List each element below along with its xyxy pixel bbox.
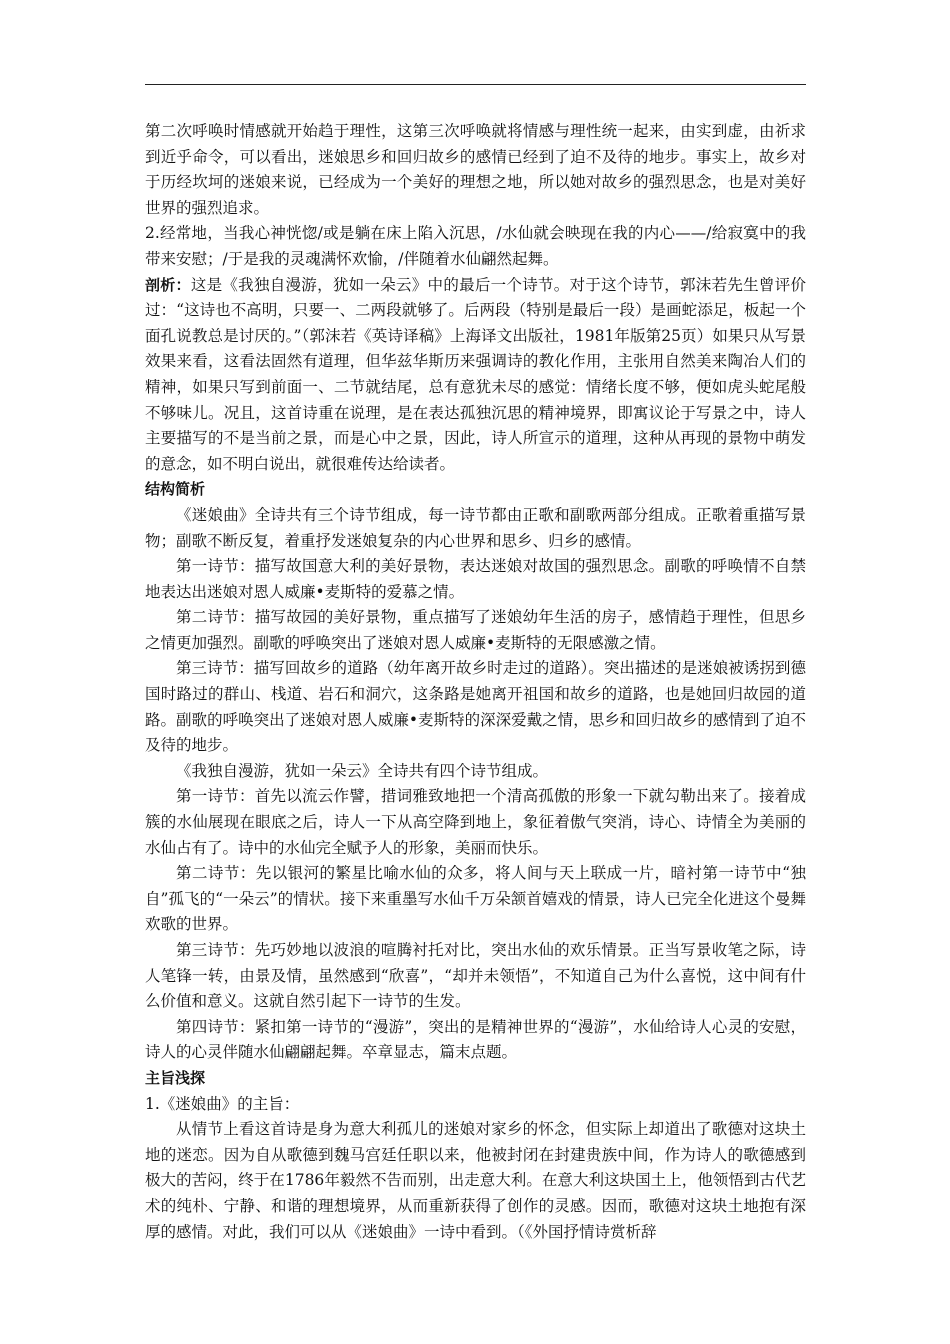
structure-paragraph-9: 第四诗节：紧扣第一诗节的“漫游”，突出的是精神世界的“漫游”，水仙给诗人心灵的安慰，诗人的心灵伴随水仙翩翩起舞。卒章显志，篇末点题。 bbox=[145, 1017, 806, 1062]
structure-paragraph-7: 第二诗节：先以银河的繁星比喻水仙的众多，将人间与天上联成一片，暗衬第一诗节中“独自”孤飞的“一朵云”的情状。接下来重墨写水仙千万朵颔首嬉戏的情景，诗人已完全化进这个曼舞欢歌的世界。 bbox=[145, 864, 806, 934]
structure-paragraph-2: 第一诗节：描写故国意大利的美好景物，表达迷娘对故国的强烈思念。副歌的呼唤情不自禁地表达出迷娘对恩人威廉•麦斯特的爱慕之情。 bbox=[145, 557, 806, 601]
paragraph-continuation: 第二次呼唤时情感就开始趋于理性，这第三次呼唤就将情感与理性统一起来，由实到虚，由祈求到近乎命令，可以看出，迷娘思乡和回归故乡的感情已经到了迫不及待的地步。事实上，故乡对于历经坎坷的迷娘来说，已经成为一个美好的理想之地，所以她对故乡的强烈思念，也是对美好世界的强烈追求。 bbox=[145, 122, 806, 217]
analysis-text: 这是《我独自漫游，犹如一朵云》中的最后一个诗节。对于这个诗节，郭沫若先生曾评价过：“这诗也不高明，只要一、二两段就够了。后两段（特别是最后一段）是画蛇添足，板起一个面孔说教总是讨厌的。”（郭沫若《英诗译稿》上海译文出版社，1981年版第25页）如果只从写景效果来看，这看法固然有道理，但华兹华斯历来强调诗的教化作用，主张用自然美来陶冶人们的精神，如果只写到前面一、二节就结尾，总有意犹未尽的感觉：情绪长度不够，便如虎头蛇尾般不够味儿。况且，这首诗重在说理，是在表达孤独沉思的精神境界，即寓议论于写景之中，诗人主要描写的不是当前之景，而是心中之景，因此，诗人所宣示的道理，这种从再现的景物中萌发的意念，如不明白说出，就很难传达给读者。 bbox=[145, 275, 806, 473]
document-body bbox=[145, 119, 806, 1245]
analysis-paragraph bbox=[145, 273, 806, 478]
structure-paragraph-8: 第三诗节：先巧妙地以波浪的喧腾衬托对比，突出水仙的欢乐情景。正当写景收笔之际，诗人笔锋一转，由景及情，虽然感到“欣喜”，“却并未领悟”，不知道自己为什么喜悦，这中间有什么价值和意义。这就自然引起下一诗节的生发。 bbox=[145, 941, 806, 1011]
structure-paragraph-1: 《迷娘曲》全诗共有三个诗节组成，每一诗节都由正歌和副歌两部分组成。正歌着重描写景物；副歌不断反复，着重抒发迷娘复杂的内心世界和思乡、归乡的感情。 bbox=[145, 505, 806, 550]
section-heading-theme: 主旨浅探 bbox=[145, 1068, 206, 1087]
structure-paragraph-5: 《我独自漫游，犹如一朵云》全诗共有四个诗节组成。 bbox=[176, 761, 549, 780]
structure-paragraph-3: 第二诗节：描写故园的美好景物，重点描写了迷娘幼年生活的房子，感情趋于理性，但思乡之情更加强烈。副歌的呼唤突出了迷娘对恩人威廉•麦斯特的无限感激之情。 bbox=[145, 608, 806, 652]
structure-paragraph-4: 第三诗节：描写回故乡的道路（幼年离开故乡时走过的道路）。突出描述的是迷娘被诱拐到德国时路过的群山、栈道、岩石和洞穴，这条路是她离开祖国和故乡的道路，也是她回归故园的道路。副歌的呼唤突出了迷娘对恩人威廉•麦斯特的深深爱戴之情，思乡和回归故乡的感情到了迫不及待的地步。 bbox=[145, 659, 806, 755]
header-rule bbox=[145, 84, 806, 85]
poem-excerpt-2: 2.经常地，当我心神恍惚/或是躺在床上陷入沉思，/水仙就会映现在我的内心——/给寂寞中的我带来安慰；/于是我的灵魂满怀欢愉，/伴随着水仙翩然起舞。 bbox=[145, 224, 806, 268]
analysis-label: 剖析： bbox=[145, 275, 191, 294]
section-heading-structure: 结构简析 bbox=[145, 480, 206, 499]
structure-paragraph-6: 第一诗节：首先以流云作譬，措词雅致地把一个清高孤傲的形象一下就勾勒出来了。接着成簇的水仙展现在眼底之后，诗人一下从高空降到地上，象征着傲气突消，诗心、诗情全为美丽的水仙占有了。诗中的水仙完全赋予人的形象，美丽而快乐。 bbox=[145, 787, 806, 857]
theme-subheading: 1.《迷娘曲》的主旨： bbox=[145, 1094, 300, 1113]
theme-paragraph: 从情节上看这首诗是身为意大利孤儿的迷娘对家乡的怀念，但实际上却道出了歌德对这块土地的迷恋。因为自从歌德到魏马宫廷任职以来，他被封闭在封建贵族中间，作为诗人的歌德感到极大的苦闷，终于在1786年毅然不告而别，出走意大利。在意大利这块国土上，他领悟到古代艺术的纯朴、宁静、和谐的理想境界，从而重新获得了创作的灵感。因而，歌德对这块土地抱有深厚的感情。对此，我们可以从《迷娘曲》一诗中看到。（《外国抒情诗赏析辞 bbox=[145, 1120, 806, 1241]
